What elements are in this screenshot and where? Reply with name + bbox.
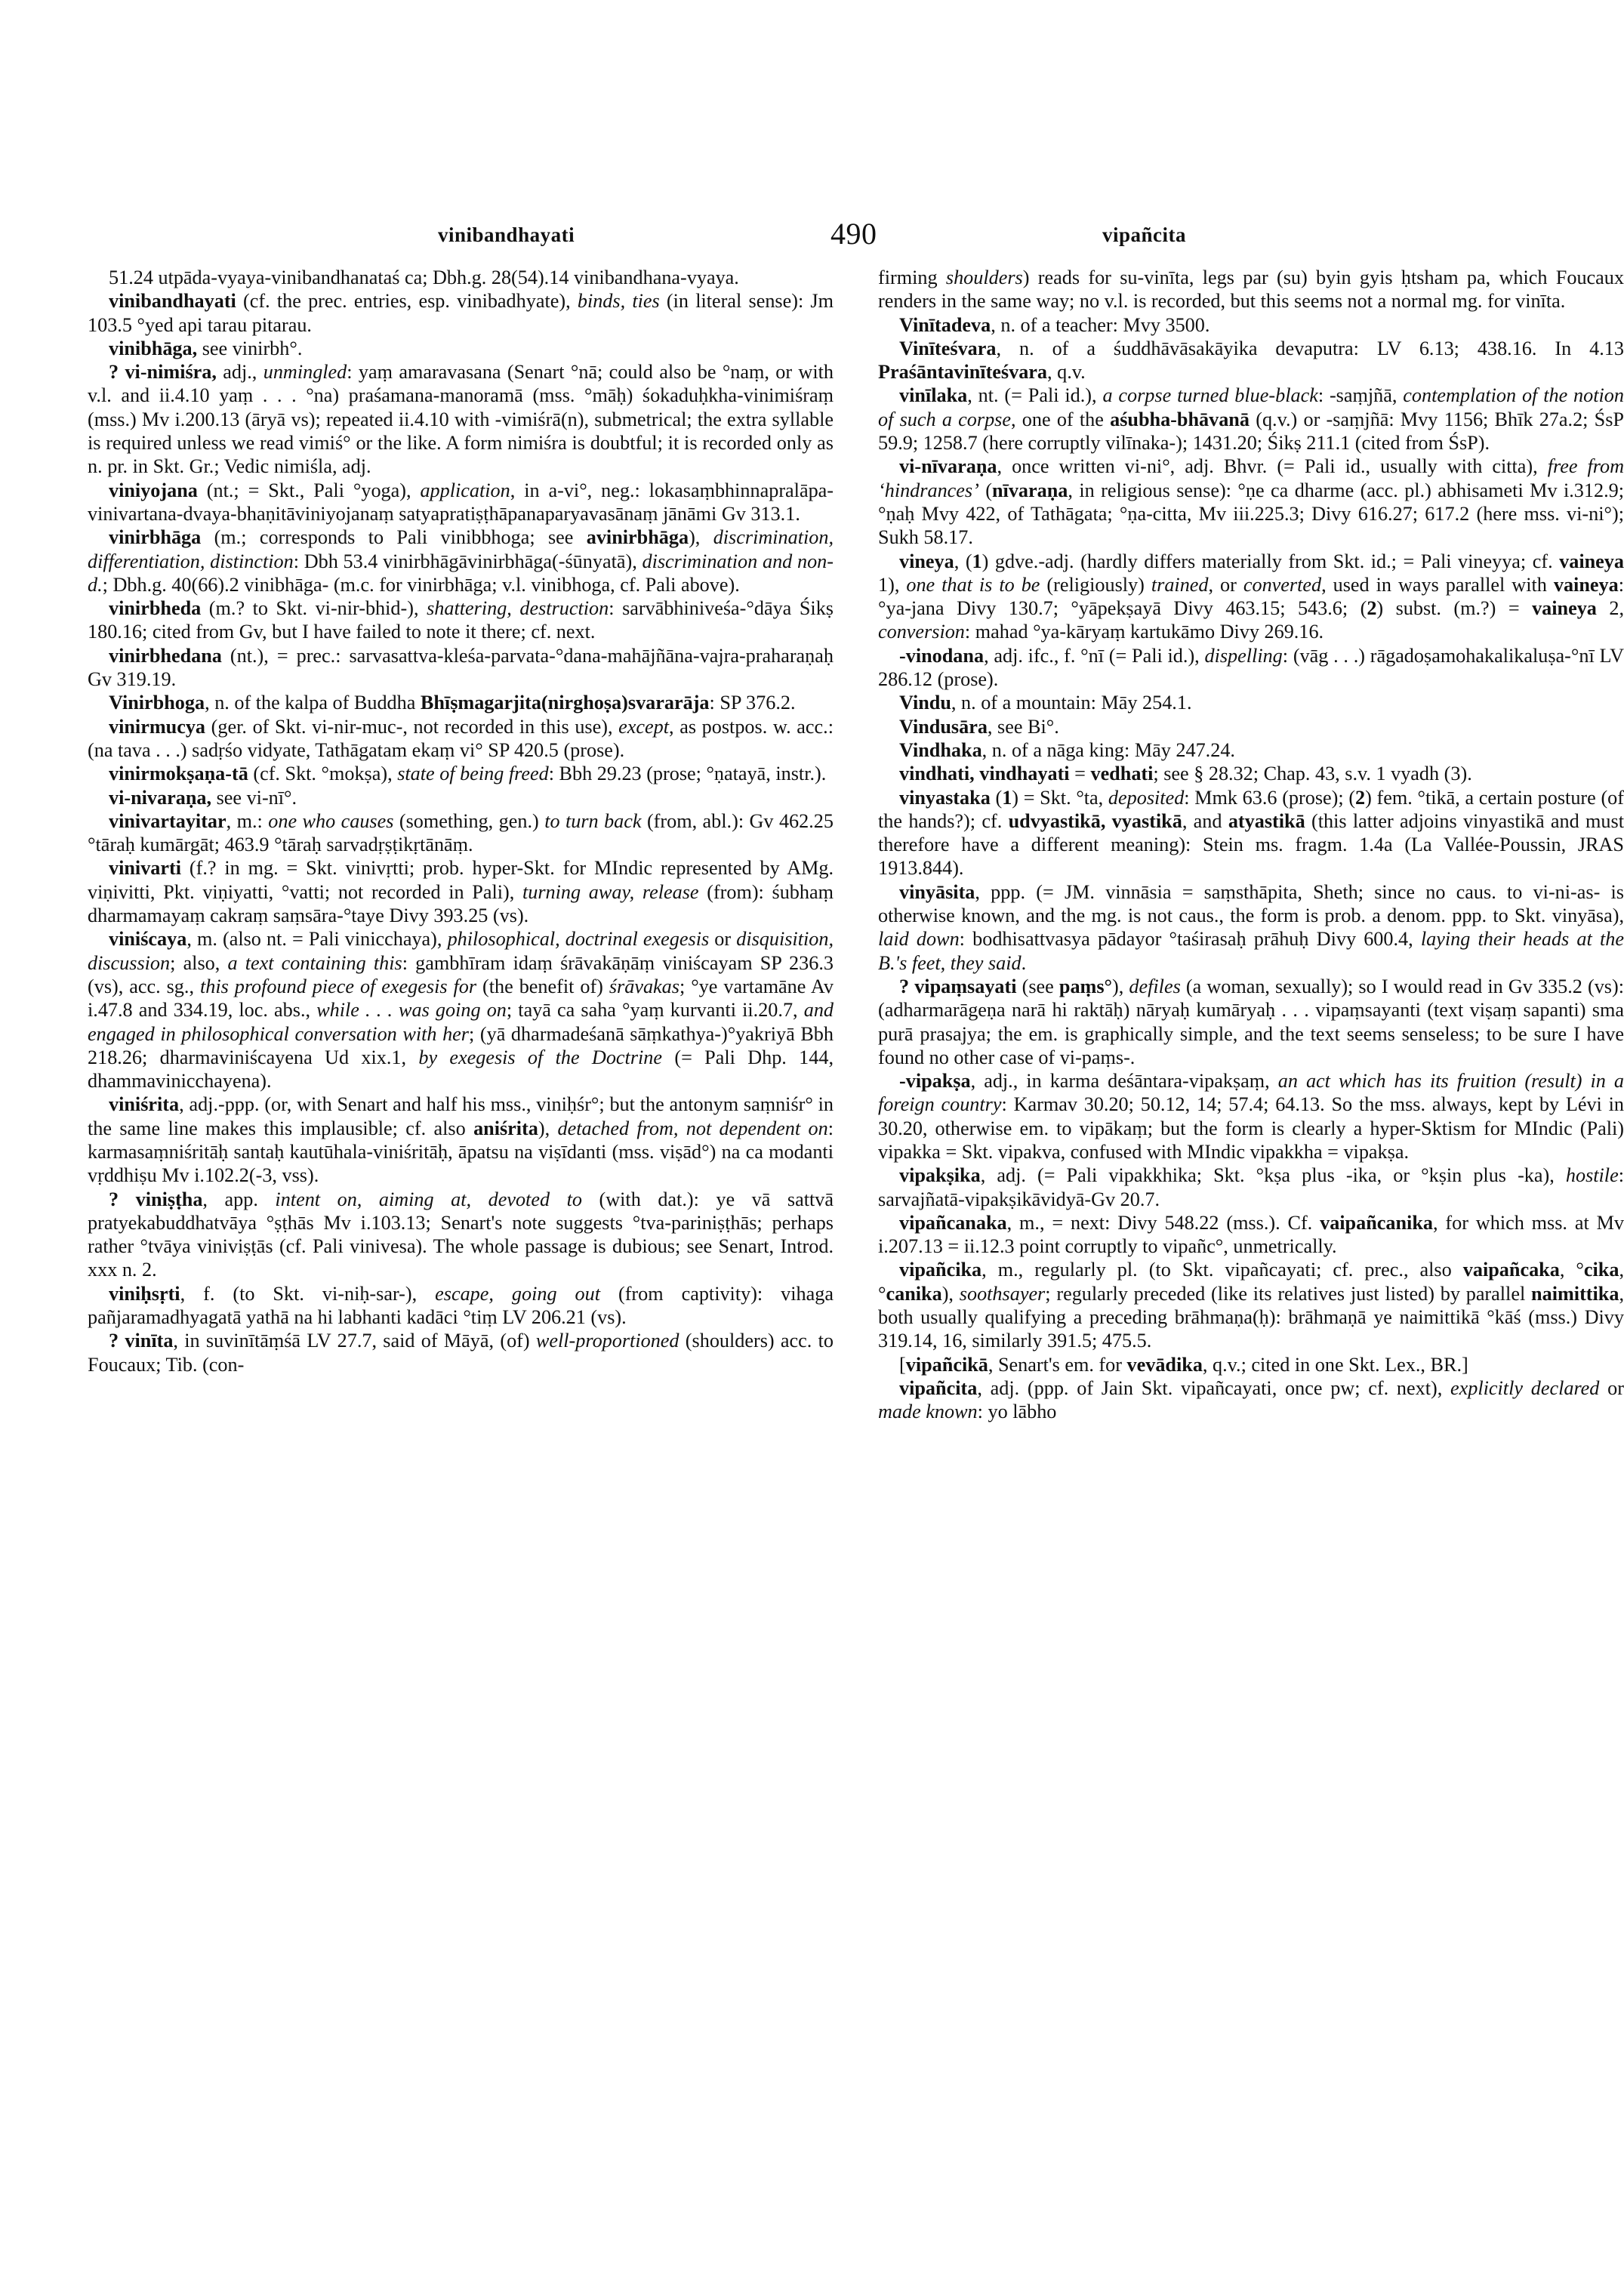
entry-text: ) = Skt. °ta, [1012, 786, 1108, 809]
entry-text: : (vāg . . .) rāgadoṣamohakalikaluṣa-°nī LV 286.12 (prose). [878, 644, 1624, 691]
entry-text: , nt. (= Pali id.), [967, 384, 1103, 407]
entry-text: : Dbh 53.4 vinirbhāgāvinirbhāga(-śūnyatā), [293, 550, 643, 572]
dictionary-entry [878, 786, 1624, 880]
entry-text: : SP 376.2. [709, 692, 796, 714]
gloss-italic: binds, ties [577, 290, 660, 313]
headword: viniḥsṛti [109, 1282, 180, 1305]
entry-text: : yaṃ amaravasana (Senart °nā; could also be °naṃ, or with v.l. and ii.4.10 yaṃ . . . °na) praśamana-manoramā (mss. °māḥ) śokaduḥkha-vinimiśraṃ (mss.) Mv i.200.13 (āryā vs); repeated ii.4.10 with -vimiśrā(n), submetrical; the extra syllable is required unless we read vimiś° or the like. A form nimiśra is doubtful; it is recorded only as n. pr. in Skt. Gr.; Vedic nimiśla, adj. [88, 361, 834, 478]
headword: vipañcanaka [899, 1211, 1007, 1234]
dictionary-entry [878, 1258, 1624, 1352]
dictionary-entry [88, 1093, 834, 1187]
dictionary-entry [88, 762, 834, 785]
headword: vindhati, vindhayati [899, 763, 1070, 785]
entry-text: ; also, [170, 951, 228, 974]
dictionary-entry [88, 289, 834, 337]
headword: 2 [1367, 597, 1377, 620]
headword: viniścaya [109, 928, 187, 951]
left-guide-word: vinibandhayati [438, 223, 575, 246]
entry-text: , ppp. (= JM. vinnāsia = saṃsthāpita, Sheth; since no caus. to vi-ni-as- is otherwise known, and the mg. is not caus., the form is prob. a denom. ppp. to Skt. vinyāsa), [878, 880, 1624, 927]
gloss-italic: escape, going out [435, 1282, 600, 1305]
gloss-italic: shoulders [945, 267, 1023, 288]
entry-text: (a woman, sexually); so I would read in Gv 335.2 (vs): (adharmarāgeṇa narā hi raktāḥ) nāryaḥ kumāryaḥ . . . vipaṃsayanti (text viṣaṃ sapanti) sma purā prasajya; the em. is graphically simple, and the text seems senseless; to be sure I have found no other case of vi-paṃs-. [878, 975, 1624, 1068]
dictionary-entry [88, 266, 834, 289]
gloss-italic: conversion [878, 621, 965, 643]
dictionary-entry [88, 1329, 834, 1376]
entry-text: [ [899, 1353, 906, 1376]
entry-text: or [709, 928, 737, 951]
headword: vipañcikā [905, 1353, 988, 1376]
entry-text: see vi-nī°. [211, 786, 297, 809]
dictionary-entry [88, 856, 834, 927]
entry-text: (cf. Skt. °mokṣa), [248, 763, 398, 785]
gloss-italic: discrimination and non-d. [88, 550, 834, 596]
entry-text: , n. of the kalpa of Buddha [205, 692, 421, 714]
gloss-italic: śrāvakas [609, 975, 679, 997]
dictionary-entry [88, 479, 834, 526]
entry-text: ), [941, 1282, 960, 1305]
entry-text: 51.24 utpāda-vyaya-vinibandhanataś ca; Dbh.g. 28(54).14 vinibandhana-vyaya. [109, 267, 739, 288]
dictionary-entry [878, 1353, 1624, 1376]
headword: canika [886, 1282, 942, 1305]
gloss-italic: laid down [878, 928, 960, 951]
headword: vevādika [1126, 1353, 1203, 1376]
entry-text: , app. [202, 1188, 276, 1210]
headword: Vinīteśvara [899, 337, 997, 359]
dictionary-entry [878, 738, 1624, 762]
entry-text: : Karmav 30.20; 50.12, 14; 57.4; 64.13. So the mss. always, kept by Lévi in 30.20, otherwise em. to vipākaṃ; but the form is clearly a hyper-Sktism for MIndic (Pali) vipakka = Skt. vipakva, confused with MIndic vipakkha = vipakṣa. [878, 1093, 1624, 1163]
entry-text: ; tayā ca saha °yaṃ kurvanti ii.20.7, [506, 999, 804, 1022]
entry-text: , ( [954, 550, 972, 572]
entry-text: , m., regularly pl. (to Skt. vipañcayati; cf. prec., also [981, 1259, 1463, 1281]
entry-text: (from, abl.): Gv 462.25 °tāraḥ kumārgāt; 463.9 °tāraḥ sarvadṛṣṭikṛtānāṃ. [88, 809, 834, 856]
entry-text: (this latter adjoins vinyastikā and must therefore have a different meaning): Stein ms. fragm. 1.4a (La Vallée-Poussin, JRAS 1913.844). [878, 809, 1624, 880]
entry-text: , m. (also nt. = Pali vinicchaya), [186, 928, 448, 951]
gloss-italic: made known [878, 1401, 978, 1423]
headword: vinyastaka [899, 786, 991, 809]
entry-text: ; Dbh.g. 40(66).2 vinibhāga- (m.c. for vinirbhāga; v.l. vinibhoga, cf. Pali above). [102, 573, 740, 596]
page-number: 490 [830, 217, 877, 251]
headword: Vinirbhoga [109, 692, 205, 714]
headword: udvyastikā, vyastikā [1008, 809, 1182, 832]
dictionary-entry [878, 550, 1624, 644]
dictionary-entry [878, 266, 1624, 313]
entry-text: , n. of a teacher: Mvy 3500. [991, 313, 1210, 336]
gloss-italic: soothsayer [959, 1282, 1046, 1305]
entry-text: , one of the [1011, 408, 1111, 430]
headword: vinivartayitar [109, 809, 226, 832]
entry-text: ; see § 28.32; Chap. 43, s.v. 1 vyadh (3). [1153, 763, 1472, 785]
entry-text: , n. of a mountain: Māy 254.1. [951, 692, 1192, 714]
entry-text: , adj.-ppp. (or, with Senart and half his mss., viniḥśr°; but the antonym saṃniśr° in the same line makes this implausible; cf. also [88, 1093, 834, 1139]
headword: vinibhāga, [109, 337, 198, 359]
gloss-italic: one that is to be [906, 573, 1040, 596]
entry-text: (religiously) [1040, 573, 1151, 596]
entry-text: ) reads for su-vinīta, legs par (su) byin gyis ḥtsham pa, which Foucaux renders in the same way; no v.l. is recorded, but this seems not a normal mg. for vinīta. [878, 267, 1624, 313]
gloss-italic: while . . . was going on [316, 999, 507, 1022]
headword: vinyāsita [899, 880, 975, 903]
dictionary-entry [878, 762, 1624, 785]
left-column [88, 266, 834, 1376]
gloss-italic: one who causes [268, 809, 394, 832]
entry-text: (with dat.): ye vā sattvā pratyekabuddhatvāya °ṣṭhās Mv i.103.13; Senart's note suggests °tva-pariniṣṭhās; perhaps rather °tvāya viniviṣṭās (cf. Pali vinivesa). The whole passage is dubious; see Senart, Introd. xxx n. 2. [88, 1188, 834, 1281]
entry-text: , n. of a śuddhāvāsakāyika devaputra: LV 6.13; 438.16. In 4.13 [996, 337, 1624, 359]
dictionary-entry [878, 337, 1624, 384]
entry-text: , adj. (= Pali vipakkhika; Skt. °kṣa plus -ika, or °kṣin plus -ka), [980, 1164, 1566, 1187]
gloss-italic: trained [1151, 573, 1209, 596]
dictionary-entry [878, 691, 1624, 714]
dictionary-entry [88, 596, 834, 644]
headword: vinīlaka [899, 384, 968, 407]
gloss-italic: an act which has its fruition (result) in a foreign country [878, 1070, 1624, 1116]
headword: vipañcita [899, 1376, 978, 1399]
dictionary-entry [878, 715, 1624, 738]
entry-text: adj., [216, 361, 263, 384]
entry-text: , q.v.; cited in one Skt. Lex., BR.] [1202, 1353, 1468, 1376]
entry-text: , f. (to Skt. vi-niḥ-sar-), [180, 1282, 436, 1305]
dictionary-entry [878, 1069, 1624, 1164]
entry-text: (f.? in mg. = Skt. vinivṛtti; prob. hyper-Skt. for MIndic represented by AMg. viṇivitti, Pkt. viṇiyatti, °vatti; not recorded in Pali), [88, 857, 834, 903]
entry-text: ; °ye vartamāne Av i.47.8 and 334.19, loc. abs., [88, 975, 834, 1022]
gloss-italic: detached from, not dependent on [557, 1117, 828, 1139]
headword: vaineya [1553, 573, 1619, 596]
dictionary-entry [878, 1376, 1624, 1424]
gloss-italic: and engaged in philosophical conversation with her [88, 999, 834, 1045]
dictionary-entry [878, 644, 1624, 692]
entry-text: , n. of a nāga king: Māy 247.24. [981, 738, 1235, 761]
headword: aśubha-bhāvanā [1110, 408, 1250, 430]
entry-text: ), [689, 526, 713, 549]
headword: vaipañcaka [1462, 1259, 1560, 1281]
dictionary-entry [88, 691, 834, 714]
gloss-italic: a corpse turned blue-black [1102, 384, 1318, 407]
entry-text: ; regularly preceded (like its relatives just listed) by parallel [1045, 1282, 1532, 1305]
entry-text: : Bbh 29.23 (prose; °ṇatayā, instr.). [548, 763, 827, 785]
gloss-italic: defiles [1129, 975, 1181, 997]
dictionary-entry [878, 313, 1624, 337]
headword: vaipañcanika [1320, 1211, 1433, 1234]
entry-text: , m., = next: Divy 548.22 (mss.). Cf. [1006, 1211, 1320, 1234]
dictionary-entry [88, 337, 834, 360]
entry-text: ), [538, 1117, 558, 1139]
headword: naimittika [1531, 1282, 1619, 1305]
dictionary-entry [88, 809, 834, 857]
entry-text: , adj., in karma deśāntara-vipakṣaṃ, [970, 1070, 1278, 1093]
entry-text: . [1021, 951, 1027, 974]
entry-text: , q.v. [1047, 361, 1086, 384]
dictionary-entry [88, 786, 834, 809]
gloss-italic: philosophical, doctrinal exegesis [447, 928, 710, 951]
headword: vineya [899, 550, 954, 572]
dictionary-entry [88, 1282, 834, 1330]
entry-text: ; (yā dharmadeśanā sāṃkathya-)°yakriyā Bbh 218.26; dharmaviniścayena Ud xix.1, [88, 1022, 834, 1068]
entry-text: ) gdve.-adj. (hardly differs materially from Skt. id.; = Pali vineyya; cf. [981, 550, 1560, 572]
dictionary-entry [878, 975, 1624, 1069]
dictionary-entry [88, 360, 834, 478]
headword: -vipakṣa [899, 1070, 971, 1093]
entry-text: : °ya-jana Divy 130.7; °yāpekṣayā Divy 463.15; 543.6; ( [878, 573, 1624, 620]
headword: vinirbhāga [109, 526, 202, 549]
entry-text: : sarvajñatā-vipakṣikāvidyā-Gv 20.7. [878, 1164, 1624, 1210]
headword: vinirmokṣaṇa-tā [109, 763, 248, 785]
entry-text: : Mmk 63.6 (prose); ( [1184, 786, 1356, 809]
gloss-italic: intent on, aiming at, devoted to [275, 1188, 582, 1210]
entry-text: , or [1208, 573, 1243, 596]
gloss-italic: state of being freed [397, 763, 549, 785]
gloss-italic: discrimination, differentiation, distinction [88, 526, 834, 572]
headword: vi-nīvaraṇa [899, 455, 997, 478]
headword: Vindusāra [899, 715, 988, 738]
headword: vipakṣika [899, 1164, 981, 1187]
entry-text: (cf. the prec. entries, esp. vinibadhyate), [236, 290, 578, 313]
entry-text: = [1069, 763, 1091, 785]
dictionary-entry [878, 384, 1624, 455]
gloss-italic: shattering, destruction [427, 597, 609, 620]
right-guide-word: vipañcita [1102, 223, 1187, 246]
entry-text: (in literal sense): Jm 103.5 °yed api tarau pitarau. [88, 290, 834, 336]
dictionary-entry [88, 526, 834, 596]
entry-text: 1), [878, 573, 907, 596]
headword: nīvaraṇa [991, 479, 1068, 501]
headword: 2 [1355, 786, 1366, 809]
headword: Praśāntavinīteśvara [878, 361, 1048, 384]
entry-text: or [1599, 1376, 1624, 1399]
dictionary-entry [878, 1164, 1624, 1211]
headword: aniśrita [473, 1117, 538, 1139]
entry-text: : karmasaṃniśritāḥ santaḥ kautūhala-viniśritāḥ, āpatsu na viṣīdanti (mss. viṣād°) na ca modanti vṛddhiṣu Mv i.102.2(-3, vss). [88, 1117, 834, 1187]
entry-text: , adj. (ppp. of Jain Skt. vipañcayati, once pw; cf. next), [977, 1376, 1451, 1399]
headword: paṃs° [1059, 975, 1113, 997]
headword: cika [1583, 1259, 1619, 1281]
entry-text: : sarvābhiniveśa-°dāya Śikṣ 180.16; cited from Gv, but I have failed to note it there; cf. next. [88, 597, 834, 643]
headword: vi-nivaraṇa, [109, 786, 212, 809]
gloss-italic: dispelling [1204, 644, 1283, 667]
entry-text: , ° [1559, 1259, 1584, 1281]
headword: Vindhaka [899, 738, 982, 761]
entry-text: ), [1112, 975, 1129, 997]
entry-text: (nt.; = Skt., Pali °yoga), [197, 479, 421, 501]
entry-text: , adj. ifc., f. °nī (= Pali id.), [984, 644, 1205, 667]
headword: 1 [972, 550, 982, 572]
headword: Vindu [899, 692, 951, 714]
entry-text: , in religious sense): °ṇe ca dharme (acc. pl.) abhisameti Mv i.312.9; °ṇaḥ Mvy 422, of Tathāgata; °ṇa-citta, Mv iii.225.3; Divy 616.27; 617.2 (here mss. vi-ni°); Sukh 58.17. [878, 479, 1624, 549]
headword: Vinītadeva [899, 313, 991, 336]
headword: vinirmucya [109, 715, 206, 738]
entry-text: (nt.), = prec.: sarvasattva-kleśa-parvata-°dana-mahājñāna-vajra-praharaṇaḥ Gv 319.19. [88, 644, 834, 691]
headword: vaineya [1559, 550, 1624, 572]
headword: vinibandhayati [109, 290, 236, 313]
entry-text: ( [990, 786, 1003, 809]
dictionary-entry [88, 715, 834, 763]
gloss-italic: disquisition, discussion [88, 928, 834, 974]
headword: ? viniṣṭha [109, 1188, 203, 1210]
entry-text: , in a-vi°, neg.: lokasaṃbhinnapralāpa-vinivartana-dvaya-bhaṇitāviniyojanaṃ satyapratiṣṭhāpanaparyavasānaṃ jānāmi Gv 313.1. [88, 479, 834, 525]
entry-text: 2, [1596, 597, 1624, 620]
entry-text: , as postpos. w. acc.: (na tava . . .) sadṛśo vidyate, Tathāgatam ekaṃ vi° SP 420.5 (prose). [88, 715, 834, 761]
entry-text: , see Bi°. [987, 715, 1059, 738]
gloss-italic: to turn back [544, 809, 642, 832]
entry-text: (ger. of Skt. vi-nir-muc-, not recorded in this use), [205, 715, 619, 738]
headword: -vinodana [899, 644, 985, 667]
entry-text: (shoulders) acc. to Foucaux; Tib. (con- [88, 1330, 834, 1376]
entry-text: : mahad °ya-kāryaṃ kartukāmo Divy 269.16. [964, 621, 1324, 643]
entry-text: , m.: [226, 809, 269, 832]
entry-text: (the benefit of) [476, 975, 609, 997]
gloss-italic: deposited [1108, 786, 1185, 809]
gloss-italic: turning away, release [522, 880, 699, 903]
entry-text: , for which mss. at Mv i.207.13 = ii.12.3 point corruptly to vipañc°, unmetrically. [878, 1211, 1624, 1258]
entry-text: (= Pali Dhp. 144, dhammavinicchayena). [88, 1046, 834, 1093]
headword: viniśrita [109, 1093, 180, 1116]
dictionary-entry [878, 455, 1624, 549]
headword: ? vipaṃsayati [899, 975, 1017, 997]
headword: ? vinīta [109, 1330, 174, 1352]
entry-text: (q.v.) or -saṃjñā: Mvy 1156; Bhīk 27a.2; ŚsP 59.9; 1258.7 (here corruptly vilīnaka-); 1431.20; Śikṣ 211.1 (cited from ŚsP). [878, 408, 1624, 455]
entry-text: , Senart's em. for [988, 1353, 1127, 1376]
entry-text: , and [1182, 809, 1228, 832]
gloss-italic: by exegesis of the Doctrine [418, 1046, 663, 1068]
entry-text: (m.? to Skt. vi-nir-bhid-), [201, 597, 427, 620]
dictionary-entry [88, 927, 834, 1093]
entry-text: (from): śubhaṃ dharmamayaṃ cakraṃ saṃsāra-°taye Divy 393.25 (vs). [88, 880, 834, 927]
entry-text: (m.; corresponds to Pali vinibbhoga; see [201, 526, 587, 549]
entry-text: (see [1016, 975, 1059, 997]
entry-text: , in suvinītāṃśā LV 27.7, said of Māyā, (of) [173, 1330, 536, 1352]
entry-text: , used in ways parallel with [1321, 573, 1554, 596]
entry-text: : -saṃjñā, [1317, 384, 1404, 407]
headword: vedhati [1090, 763, 1154, 785]
headword: Bhīṣmagarjita(nirghoṣa)svararāja [420, 692, 710, 714]
gloss-italic: a text containing this [227, 951, 402, 974]
entry-text: (something, gen.) [393, 809, 545, 832]
gloss-italic: contemplation of the notion of such a corpse [878, 384, 1624, 430]
gloss-italic: this profound piece of exegesis for [199, 975, 477, 997]
dictionary-entry [88, 1188, 834, 1282]
gloss-italic: converted [1243, 573, 1322, 596]
gloss-italic: well-proportioned [535, 1330, 679, 1352]
dictionary-entry [878, 880, 1624, 975]
headword: ? vi-nimiśra, [109, 361, 217, 384]
gloss-italic: application [420, 479, 510, 501]
entry-text: ) fem. °tikā, a certain posture (of the hands?); cf. [878, 786, 1624, 832]
entry-text: , ° [878, 1259, 1624, 1305]
gloss-italic: except [618, 715, 670, 738]
gloss-italic: unmingled [263, 361, 347, 384]
gloss-italic: hostile [1565, 1164, 1619, 1187]
entry-text: see vinirbh°. [197, 337, 303, 359]
entry-text: : gambhīram idaṃ śrāvakāṇāṃ viniścayam SP 236.3 (vs), acc. sg., [88, 951, 834, 997]
headword: vipañcika [899, 1259, 982, 1281]
entry-text: , both usually qualifying a preceding brāhmaṇa(ḥ): brāhmaṇā ye naimittikā °kāś (mss.) Divy 319.14, 16, similarly 391.5; 475.5. [878, 1282, 1624, 1352]
gloss-italic: explicitly declared [1450, 1376, 1600, 1399]
headword: vinirbhedana [109, 644, 222, 667]
entry-text: , once written vi-ni°, adj. Bhvr. (= Pali id., usually with citta), [997, 455, 1548, 478]
gloss-italic: laying their heads at the B.'s feet, they said [878, 928, 1624, 974]
headword: 1 [1002, 786, 1012, 809]
gloss-italic: free from ‘hindrances’ [878, 455, 1624, 501]
dictionary-entry [88, 644, 834, 692]
headword: viniyojana [109, 479, 198, 501]
entry-text: (from captivity): vihaga pañjaramadhyagatā yathā na hi labhanti kadāci °tiṃ LV 206.21 (vs). [88, 1282, 834, 1329]
entry-text: ( [978, 479, 992, 501]
headword: vaineya [1532, 597, 1597, 620]
headword: vinirbheda [109, 597, 202, 620]
entry-text: ) subst. (m.?) = [1376, 597, 1533, 620]
entry-text: : bodhisattvasya pādayor °taśirasaḥ prāhuḥ Divy 600.4, [959, 928, 1421, 951]
entry-text: firming [878, 267, 946, 288]
headword: avinirbhāga [586, 526, 689, 549]
dictionary-entry [878, 1211, 1624, 1259]
right-column [878, 266, 1624, 1424]
entry-text: : yo lābho [977, 1401, 1057, 1423]
headword: atyastikā [1228, 809, 1305, 832]
headword: vinivarti [109, 857, 182, 880]
